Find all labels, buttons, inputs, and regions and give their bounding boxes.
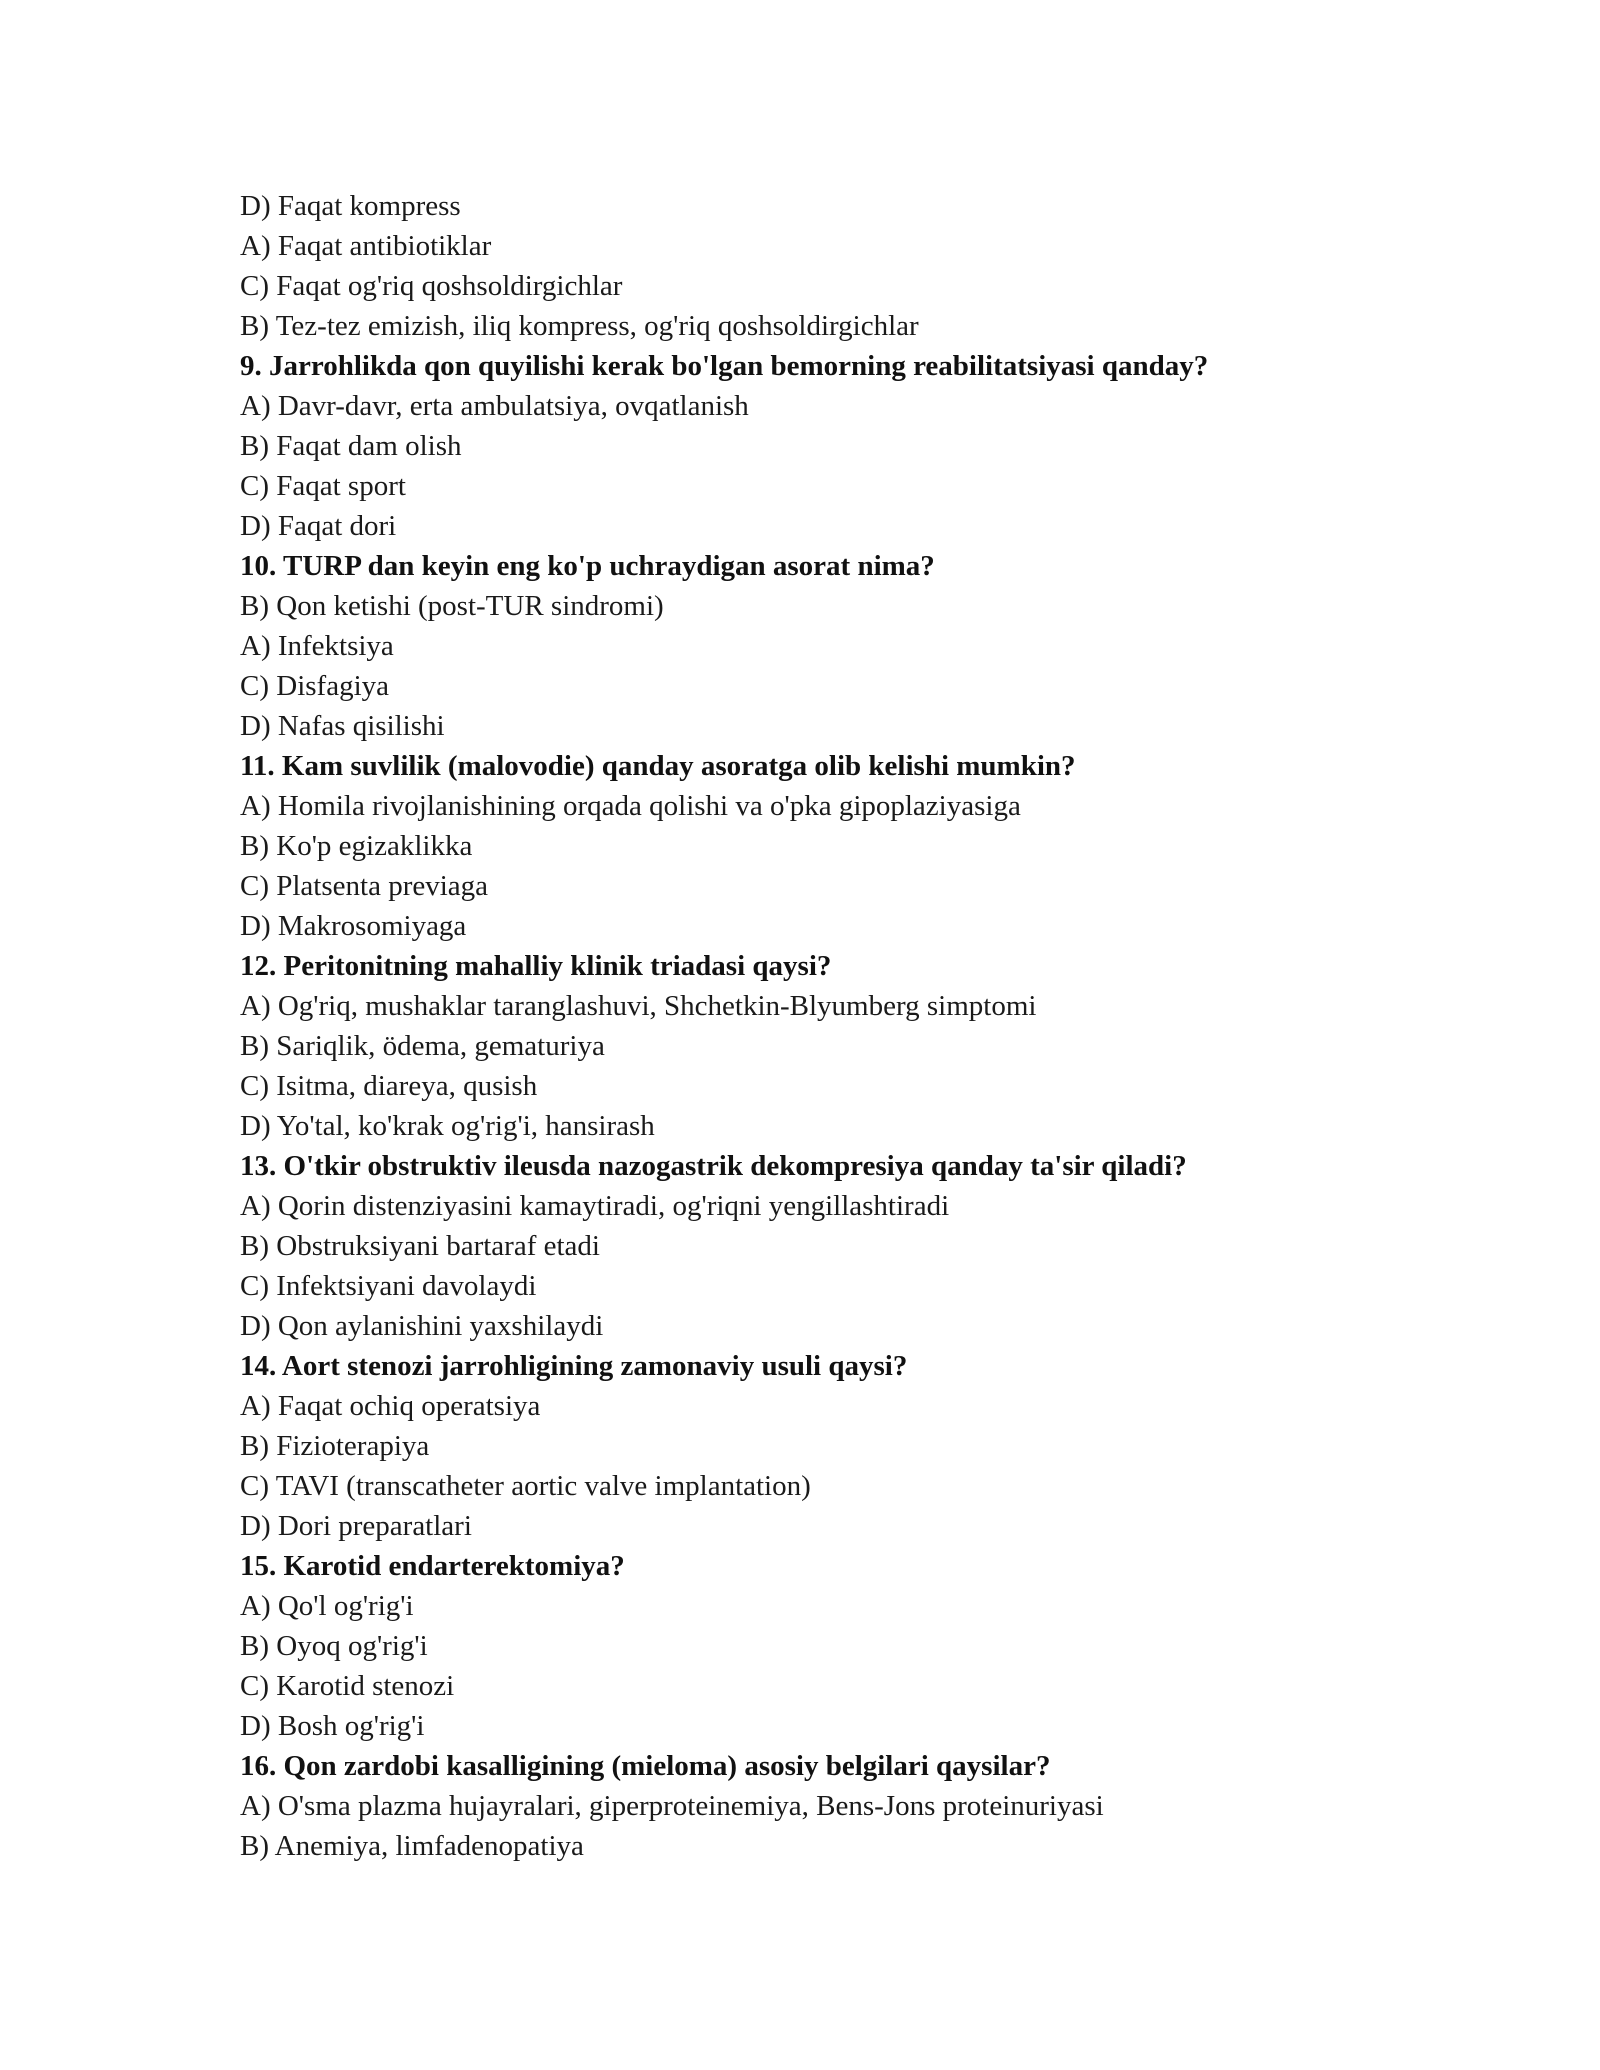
answer-option: A) Og'riq, mushaklar taranglashuvi, Shchetkin-Blyumberg simptomi bbox=[240, 990, 1037, 1022]
answer-option: D) Makrosomiyaga bbox=[240, 910, 467, 942]
answer-option: C) TAVI (transcatheter aortic valve implantation) bbox=[240, 1470, 811, 1502]
question-heading: 16. Qon zardobi kasalligining (mieloma) asosiy belgilari qaysilar? bbox=[240, 1750, 1051, 1782]
answer-option: A) Qorin distenziyasini kamaytiradi, og'riqni yengillashtiradi bbox=[240, 1190, 950, 1222]
answer-option: B) Faqat dam olish bbox=[240, 430, 462, 462]
answer-option: A) Davr-davr, erta ambulatsiya, ovqatlanish bbox=[240, 390, 749, 422]
question-heading: 11. Kam suvlilik (malovodie) qanday asoratga olib kelishi mumkin? bbox=[240, 750, 1076, 782]
answer-option: B) Sariqlik, ödema, gematuriya bbox=[240, 1030, 605, 1062]
question-heading: 12. Peritonitning mahalliy klinik triadasi qaysi? bbox=[240, 950, 832, 982]
answer-option: B) Fizioterapiya bbox=[240, 1430, 430, 1462]
answer-option: D) Bosh og'rig'i bbox=[240, 1710, 425, 1742]
answer-option: C) Faqat sport bbox=[240, 470, 406, 502]
answer-option: D) Yo'tal, ko'krak og'rig'i, hansirash bbox=[240, 1110, 655, 1142]
answer-option: A) Infektsiya bbox=[240, 630, 394, 662]
question-heading: 15. Karotid endarterektomiya? bbox=[240, 1550, 625, 1582]
answer-option: A) Faqat antibiotiklar bbox=[240, 230, 492, 262]
answer-option: B) Obstruksiyani bartaraf etadi bbox=[240, 1230, 600, 1262]
answer-option: B) Qon ketishi (post-TUR sindromi) bbox=[240, 590, 664, 622]
answer-option: C) Faqat og'riq qoshsoldirgichlar bbox=[240, 270, 623, 302]
question-heading: 14. Aort stenozi jarrohligining zamonaviy usuli qaysi? bbox=[240, 1350, 908, 1382]
answer-option: D) Faqat dori bbox=[240, 510, 397, 542]
answer-option: C) Isitma, diareya, qusish bbox=[240, 1070, 538, 1102]
question-heading: 10. TURP dan keyin eng ko'p uchraydigan asorat nima? bbox=[240, 550, 935, 582]
question-heading: 13. O'tkir obstruktiv ileusda nazogastrik dekompresiya qanday ta'sir qiladi? bbox=[240, 1150, 1187, 1182]
answer-option: A) Homila rivojlanishining orqada qolishi va o'pka gipoplaziyasiga bbox=[240, 790, 1021, 822]
answer-option: B) Oyoq og'rig'i bbox=[240, 1630, 428, 1662]
answer-option: D) Faqat kompress bbox=[240, 190, 461, 222]
answer-option: A) Faqat ochiq operatsiya bbox=[240, 1390, 541, 1422]
question-heading: 9. Jarrohlikda qon quyilishi kerak bo'lgan bemorning reabilitatsiyasi qanday? bbox=[240, 350, 1209, 382]
answer-option: B) Tez-tez emizish, iliq kompress, og'riq qoshsoldirgichlar bbox=[240, 310, 919, 342]
answer-option: B) Anemiya, limfadenopatiya bbox=[240, 1830, 584, 1862]
answer-option: C) Disfagiya bbox=[240, 670, 389, 702]
answer-option: C) Karotid stenozi bbox=[240, 1670, 455, 1702]
answer-option: B) Ko'p egizaklikka bbox=[240, 830, 473, 862]
quiz-text-block bbox=[240, 186, 1440, 1866]
answer-option: A) O'sma plazma hujayralari, giperproteinemiya, Bens-Jons proteinuriyasi bbox=[240, 1790, 1104, 1822]
answer-option: C) Infektsiyani davolaydi bbox=[240, 1270, 537, 1302]
answer-option: D) Nafas qisilishi bbox=[240, 710, 445, 742]
answer-option: A) Qo'l og'rig'i bbox=[240, 1590, 414, 1622]
answer-option: C) Platsenta previaga bbox=[240, 870, 489, 902]
answer-option: D) Qon aylanishini yaxshilaydi bbox=[240, 1310, 604, 1342]
answer-option: D) Dori preparatlari bbox=[240, 1510, 472, 1542]
